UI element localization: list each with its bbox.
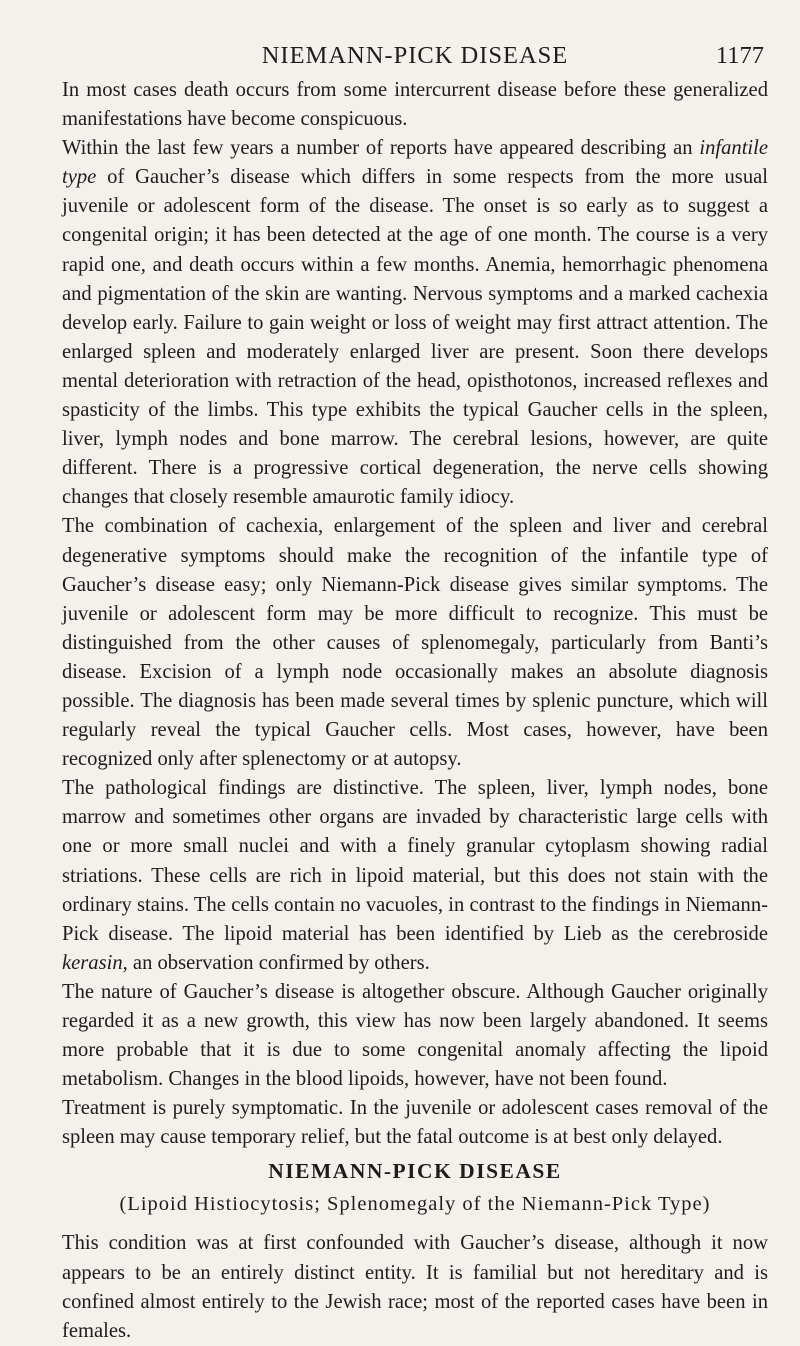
paragraph-4-rest: an observation confirmed by others. xyxy=(127,951,430,974)
paragraph-6: Treatment is purely symptomatic. In the juvenile or adolescent cases removal of the spleen may cause temporary relief, but the fatal outcome is at best only delayed. xyxy=(62,1097,768,1149)
paragraph-5: The nature of Gaucher’s disease is altogether obscure. Although Gaucher originally regarded it as a new growth, this view has now been largely abandoned. It seems more probable that it is due to some congenital anomaly affecting the lipoid metabolism. Changes in the blood lipoids, however, have not been found. xyxy=(62,980,768,1091)
paragraph-4-lead: The pathological findings are distinctive. The spleen, liver, lymph nodes, bone marrow and sometimes other organs are invaded by characteristic large cells with one or more small nuclei and with a finely granular cytoplasm showing radial striations. These cells are rich in lipoid material, but this does not stain with the ordinary stains. The cells contain no vacuoles, in contrast to the findings in Niemann-Pick disease. The lipoid material has been identified by Lieb as the cerebroside xyxy=(62,777,768,945)
page-number: 1177 xyxy=(715,42,764,69)
section-heading: NIEMANN-PICK DISEASE xyxy=(268,1159,562,1184)
paragraph-1: In most cases death occurs from some intercurrent disease before these generalized manifestations have become conspicuous. xyxy=(62,79,768,131)
section-paragraph: This condition was at first confounded with Gaucher’s disease, although it now appears to be an entirely distinct entity. It is familial but not hereditary and is confined almost entirely to the Jewish race; most of the reported cases have been in females. xyxy=(62,1232,768,1342)
paragraph-2-italic: infantile type xyxy=(62,137,768,189)
paragraph-4-italic: kerasin, xyxy=(62,951,128,974)
body-text xyxy=(62,76,768,1346)
paragraph-2-rest: of Gaucher’s disease which differs in some respects from the more usual juvenile or adolescent form of the disease. The onset is so early as to suggest a congenital origin; it has been detected at the age of one month. The course is a very rapid one, and death occurs within a few months. Anemia, hemorrhagic phenomena and pigmentation of the skin are wanting. Nervous symptoms and a marked cachexia develop early. Failure to gain weight or loss of weight may first attract attention. The enlarged spleen and moderately enlarged liver are present. Soon there develops mental deterioration with retraction of the head, opisthotonos, increased reflexes and spasticity of the limbs. This type exhibits the typical Gaucher cells in the spleen, liver, lymph nodes and bone marrow. The cerebral lesions, however, are quite different. There is a progressive cortical degeneration, the nerve cells showing changes that closely resemble amaurotic family idiocy. xyxy=(62,166,768,509)
running-title: NIEMANN-PICK DISEASE xyxy=(261,42,569,69)
paragraph-2 xyxy=(62,134,768,512)
paragraph-4 xyxy=(62,774,768,978)
paragraph-3: The combination of cachexia, enlargement of the spleen and liver and cerebral degenerative symptoms should make the recognition of the infantile type of Gaucher’s disease easy; only Niemann-Pick disease gives similar symptoms. The juvenile or adolescent form may be more difficult to recognize. This must be distinguished from the other causes of splenomegaly, particularly from Banti’s disease. Excision of a lymph node occasionally makes an absolute diagnosis possible. The diagnosis has been made several times by splenic puncture, which will regularly reveal the typical Gaucher cells. Most cases, however, have been recognized only after splenectomy or at autopsy. xyxy=(62,515,768,771)
running-head xyxy=(62,0,768,76)
paragraph-2-lead: Within the last few years a number of reports have appeared describing an xyxy=(62,137,700,160)
section-subheading: (Lipoid Histiocytosis; Splenomegaly of the Niemann-Pick Type) xyxy=(119,1193,711,1216)
